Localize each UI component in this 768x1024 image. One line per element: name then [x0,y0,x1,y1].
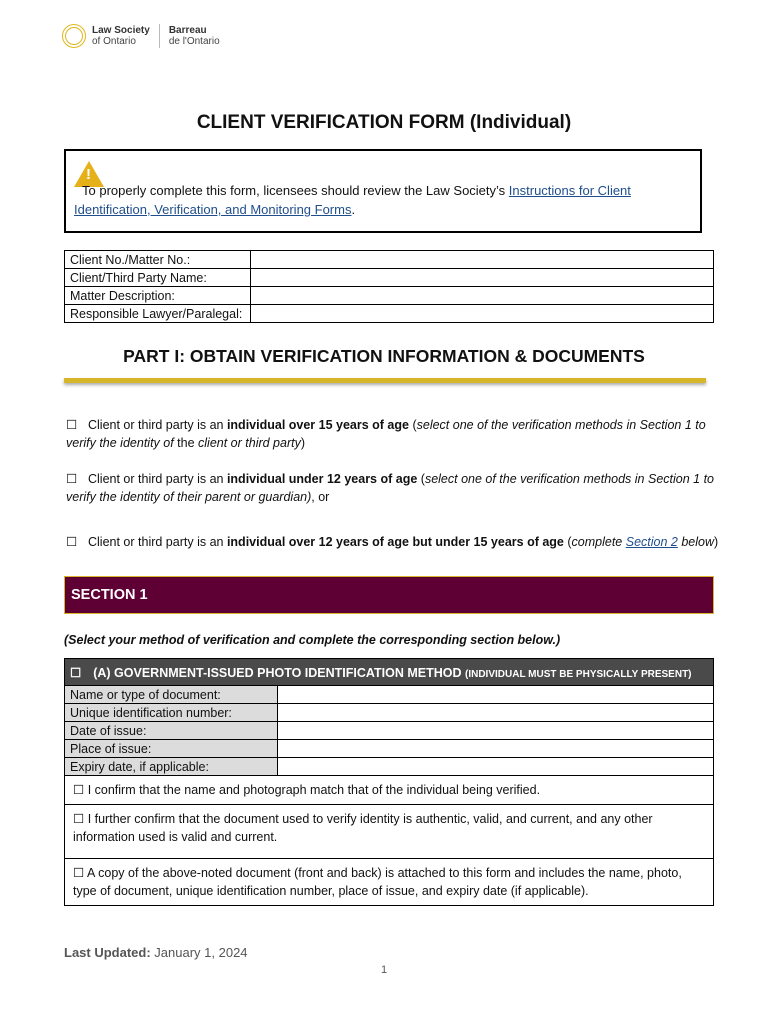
part-title: PART I: OBTAIN VERIFICATION INFORMATION & DOCUMENTS [123,346,645,366]
field-label: Client No./Matter No.: [65,251,251,269]
method-a-table [64,658,714,906]
document-type-field[interactable] [278,686,714,704]
method-a-subtitle: (INDIVIDUAL MUST BE PHYSICALLY PRESENT) [465,668,692,680]
section-1-header: SECTION 1 [64,576,714,614]
section-2-link[interactable]: Section 2 [625,535,678,549]
logo-divider [159,24,160,48]
form-title: CLIENT VERIFICATION FORM (Individual) [196,112,572,133]
logo-text: Barreau [168,25,207,36]
option-over-15: ☐ Client or third party is an individual over 15 years of age (select one of the verification methods in Section 1 to verify the identity of the client or third party) [66,418,706,450]
page-number: 1 [380,964,388,976]
section-1-note: (Select your method of verification and complete the corresponding section below.) [64,633,561,647]
confirmation-text: I further confirm that the document used to verify identity is authentic, valid, and current, and any other information used is valid and current. [73,812,653,844]
table-row [65,704,714,722]
table-row [65,686,714,704]
table-row [65,722,714,740]
field-label: Client/Third Party Name: [65,269,251,287]
instructions-link[interactable]: Instructions for Client Identification, Verification, and Monitoring Forms [74,183,631,217]
logo-ring-icon [62,24,86,48]
client-info-table [64,250,714,323]
checkbox[interactable]: ☐ [73,812,88,826]
id-number-field[interactable] [278,704,714,722]
law-society-logo [62,24,220,48]
notice-box [64,149,702,233]
logo-text: of Ontario [92,36,136,47]
table-row [65,269,714,287]
field-label: Responsible Lawyer/Paralegal: [65,305,251,323]
last-updated [64,945,248,960]
last-updated-label: Last Updated: [64,945,151,960]
expiry-date-field[interactable] [278,758,714,776]
method-a-checkbox[interactable]: ☐ [70,665,82,680]
table-row [65,251,714,269]
option-under-12: ☐ Client or third party is an individual under 12 years of age (select one of the verification methods in Section 1 to verify the identity of their parent or guardian), or [66,472,714,504]
gold-divider [64,378,706,383]
responsible-lawyer-field[interactable] [251,305,714,323]
confirmation-text: I confirm that the name and photograph match that of the individual being verified. [87,783,541,797]
method-a-title: (A) GOVERNMENT-ISSUED PHOTO IDENTIFICATION METHOD [93,665,462,680]
table-row [65,758,714,776]
confirmation-row [65,859,714,906]
confirmation-text: A copy of the above-noted document (front and back) is attached to this form and includes the name, photo, type of document, unique identification number, place of issue, and expiry date (if applicable). [73,866,682,898]
logo-text: Law Society [92,25,150,36]
last-updated-date: January 1, 2024 [154,945,248,960]
checkbox[interactable]: ☐ [73,783,88,797]
table-row [65,305,714,323]
field-label: Unique identification number: [65,704,278,722]
field-label: Date of issue: [65,722,278,740]
confirmation-row [65,776,714,805]
place-of-issue-field[interactable] [278,740,714,758]
field-label: Place of issue: [65,740,278,758]
checkbox[interactable]: ☐ [66,418,78,432]
checkbox[interactable]: ☐ [73,866,87,880]
logo-text: de l'Ontario [168,36,220,47]
warning-icon: ! [74,161,104,187]
field-label: Name or type of document: [65,686,278,704]
client-matter-number-field[interactable] [251,251,714,269]
table-row [65,287,714,305]
matter-description-field[interactable] [251,287,714,305]
method-a-header [65,659,714,686]
field-label: Expiry date, if applicable: [65,758,278,776]
checkbox[interactable]: ☐ [66,535,78,549]
checkbox[interactable]: ☐ [66,472,78,486]
field-label: Matter Description: [65,287,251,305]
client-name-field[interactable] [251,269,714,287]
confirmation-row [65,805,714,859]
option-12-to-15: ☐ Client or third party is an individual over 12 years of age but under 15 years of age (complete Section 2 below) [66,535,719,549]
table-row [65,740,714,758]
notice-text: To properly complete this form, licensees should review the Law Society’s [82,183,509,198]
date-of-issue-field[interactable] [278,722,714,740]
notice-text: . [351,202,356,217]
